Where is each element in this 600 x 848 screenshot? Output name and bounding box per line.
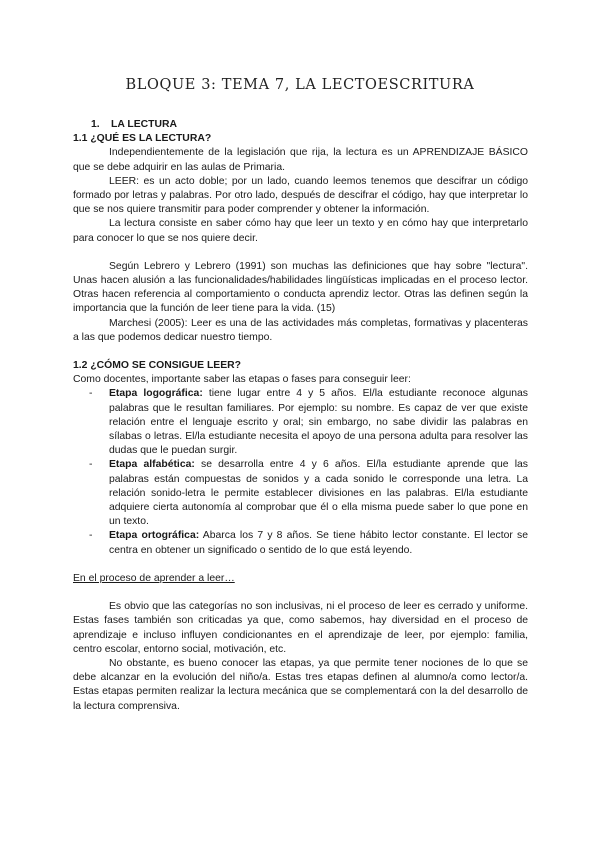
section-heading-1: [73, 118, 528, 132]
paragraph-legislation: Independientemente de la legislación que rija, la lectura es un APRENDIZAJE BÁSICO que se debe adquirir en las aulas de Primaria.: [73, 147, 528, 173]
paragraph-lebrero: Según Lebrero y Lebrero (1991) son muchas las definiciones que hay sobre "lectura". Unas hacen alusión a las funcionalidades/habilidades lingüísticas implicadas en el proceso lector. Otras hacen referencia al comportamiento o conducta aprendiz lector. Otras las definen según la importancia que la función de leer tiene para la vida. (15): [73, 260, 528, 315]
document-body: [73, 118, 528, 714]
stage-item-alfabetica: [73, 458, 528, 529]
paragraph-marchesi: Marchesi (2005): Leer es una de las actividades más completas, formativas y placenteras a las que podemos dedicar nuestro tiempo.: [73, 317, 528, 343]
stage-name: Etapa alfabética:: [109, 459, 195, 471]
process-heading: En el proceso de aprender a leer…: [73, 572, 235, 584]
paragraph-categorias: Es obvio que las categorías no son inclusivas, ni el proceso de leer es cerrado y uniforme. Estas fases también son criticadas ya que, como sabemos, hay diversidad en el proceso de aprendizaje e incluso influyen condicionantes en el aprendizaje de leer, por ejemplo: familia, centro escolar, entorno social, motivación, etc.: [73, 601, 528, 655]
stage-name: Etapa logográfica:: [109, 388, 203, 400]
paragraph-docentes-intro: Como docentes, importante saber las etapas o fases para conseguir leer:: [73, 374, 411, 386]
stage-text: Abarca los 7 y 8 años. Se tiene hábito lector constante. El lector se centra en obtener un significado o sentido de lo que está leyendo.: [109, 530, 528, 556]
stage-name: Etapa ortográfica:: [109, 530, 200, 542]
list-dash: -: [89, 459, 93, 471]
paragraph-no-obstante: No obstante, es bueno conocer las etapas, ya que permite tener nociones de lo que se debe alcanzar en la evolución del niño/a. Estas tres etapas definen al alumno/a como lector/a. Estas etapas permiten realizar la lectura mecánica que se complementará con la del desarrollo de la lectura comprensiva.: [73, 657, 528, 712]
spacer: [73, 246, 528, 260]
paragraph-lectura-consiste: La lectura consiste en saber cómo hay que leer un texto y en cómo hay que interpretarlo para conocer lo que se nos quiere decir.: [73, 218, 528, 244]
spacer: [73, 558, 528, 572]
page-title: BLOQUE 3: TEMA 7, LA LECTOESCRITURA: [125, 77, 475, 93]
stages-list: [73, 387, 528, 557]
stage-item-logografica: [73, 387, 528, 458]
spacer: [73, 345, 528, 359]
list-dash: -: [89, 530, 93, 542]
list-dash: -: [89, 388, 93, 400]
section-number: 1.: [91, 119, 100, 130]
spacer: [73, 586, 528, 600]
stage-item-ortografica: [73, 529, 528, 557]
subsection-heading-1-2: 1.2 ¿CÓMO SE CONSIGUE LEER?: [73, 360, 242, 372]
stage-text: se desarrolla entre 4 y 6 años. El/la estudiante aprende que las palabras están compuestas de sonidos y a cada sonido le corresponde una letra. La relación sonido-letra le permite establecer divisiones en las palabras. El/la estudiante adquiere cierta autonomía al comprobar que él o ella misma puede saber lo que pone en un texto.: [109, 459, 529, 528]
subsection-heading-1-1: 1.1 ¿QUÉ ES LA LECTURA?: [73, 133, 212, 145]
section-heading-text: LA LECTURA: [111, 119, 177, 130]
paragraph-leer-definition: LEER: es un acto doble; por un lado, cuando leemos tenemos que descifrar un código formado por letras y palabras. Por otro lado, después de descifrar el código, hay que interpretar lo que se nos quiere transmitir para poder comprender y obtener la información.: [73, 175, 528, 216]
stage-text: tiene lugar entre 4 y 5 años. El/la estudiante reconoce algunas palabras que le resultan familiares. Por ejemplo: su nombre. Es capaz de ver que existe relación entre el lenguaje escrito y oral; sin embargo, no sabe dividir las palabras en sílabas o letras. El/la estudiante necesita el apoyo de una persona adulta para resolver las dudas que le puedan surgir.: [109, 388, 528, 457]
